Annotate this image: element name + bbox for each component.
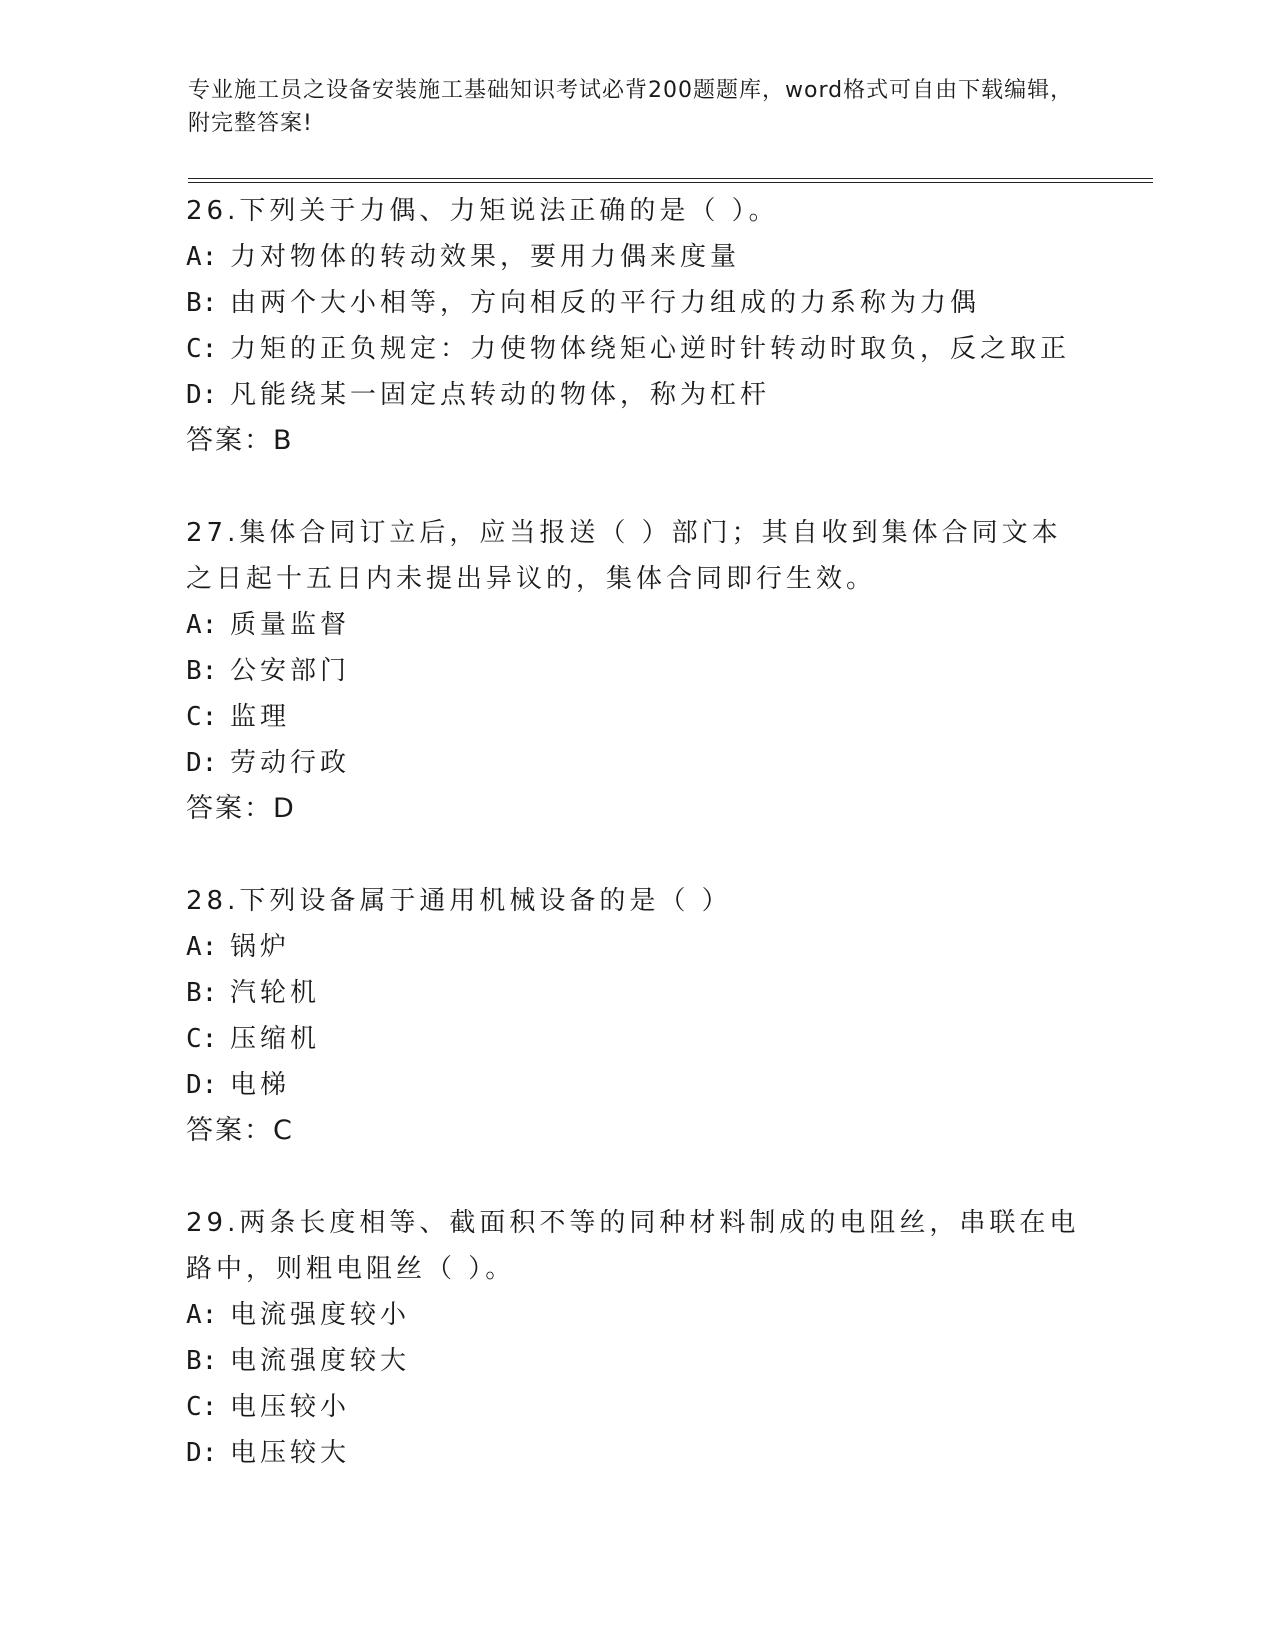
option-text: 力矩的正负规定：力使物体绕矩心逆时针转动时取负，反之取正 [230,334,1071,364]
option-key: C: [186,702,218,732]
option-text: 质量监督 [230,610,351,640]
option-b [186,280,1086,326]
question-27 [186,510,1086,832]
question-stem: 29.两条长度相等、截面积不等的同种材料制成的电阻丝，串联在电路中，则粗电阻丝（ ）。 [186,1208,1080,1284]
question-28 [186,878,1086,1154]
answer: 答案：B [186,425,294,456]
option-text: 锅炉 [230,932,291,962]
option-text: 公安部门 [230,656,351,686]
option-c [186,1384,1086,1430]
header-divider-bottom [188,182,1153,183]
option-b [186,648,1086,694]
question-stem: 26.下列关于力偶、力矩说法正确的是（ ）。 [186,196,779,226]
option-c [186,326,1086,372]
option-text: 监理 [230,702,291,732]
option-d [186,740,1086,786]
option-text: 电梯 [230,1070,291,1100]
option-a [186,234,1086,280]
option-text: 电流强度较小 [230,1300,411,1330]
option-text: 凡能绕某一固定点转动的物体，称为杠杆 [230,380,771,410]
option-key: A: [186,610,218,640]
option-b [186,1338,1086,1384]
option-key: A: [186,1300,218,1330]
header-divider-top [188,178,1153,179]
option-text: 汽轮机 [230,978,321,1008]
question-list [186,188,1086,1522]
question-26 [186,188,1086,464]
option-d [186,1062,1086,1108]
option-text: 由两个大小相等，方向相反的平行力组成的力系称为力偶 [230,288,981,318]
option-key: B: [186,1346,218,1376]
option-key: B: [186,288,218,318]
option-c [186,694,1086,740]
option-a [186,924,1086,970]
option-text: 电压较小 [230,1392,351,1422]
option-key: A: [186,932,218,962]
option-text: 压缩机 [230,1024,321,1054]
option-key: D: [186,748,218,778]
option-a [186,1292,1086,1338]
option-d [186,1430,1086,1476]
option-b [186,970,1086,1016]
option-text: 电流强度较大 [230,1346,411,1376]
option-text: 电压较大 [230,1438,351,1468]
option-key: D: [186,380,218,410]
option-key: B: [186,978,218,1008]
option-c [186,1016,1086,1062]
option-key: D: [186,1070,218,1100]
option-text: 劳动行政 [230,748,351,778]
option-key: D: [186,1438,218,1468]
question-stem: 28.下列设备属于通用机械设备的是（ ） [186,886,732,916]
question-29 [186,1200,1086,1476]
option-key: C: [186,1024,218,1054]
option-key: C: [186,1392,218,1422]
option-key: A: [186,242,218,272]
option-a [186,602,1086,648]
option-text: 力对物体的转动效果，要用力偶来度量 [230,242,741,272]
question-stem: 27.集体合同订立后，应当报送（ ）部门；其自收到集体合同文本之日起十五日内未提出异议的，集体合同即行生效。 [186,518,1062,594]
answer: 答案：C [186,1115,294,1146]
option-key: B: [186,656,218,686]
document-title: 专业施工员之设备安装施工基础知识考试必背200题题库，word格式可自由下载编辑，附完整答案! [188,78,1074,136]
option-d [186,372,1086,418]
answer: 答案：D [186,793,296,824]
option-key: C: [186,334,218,364]
